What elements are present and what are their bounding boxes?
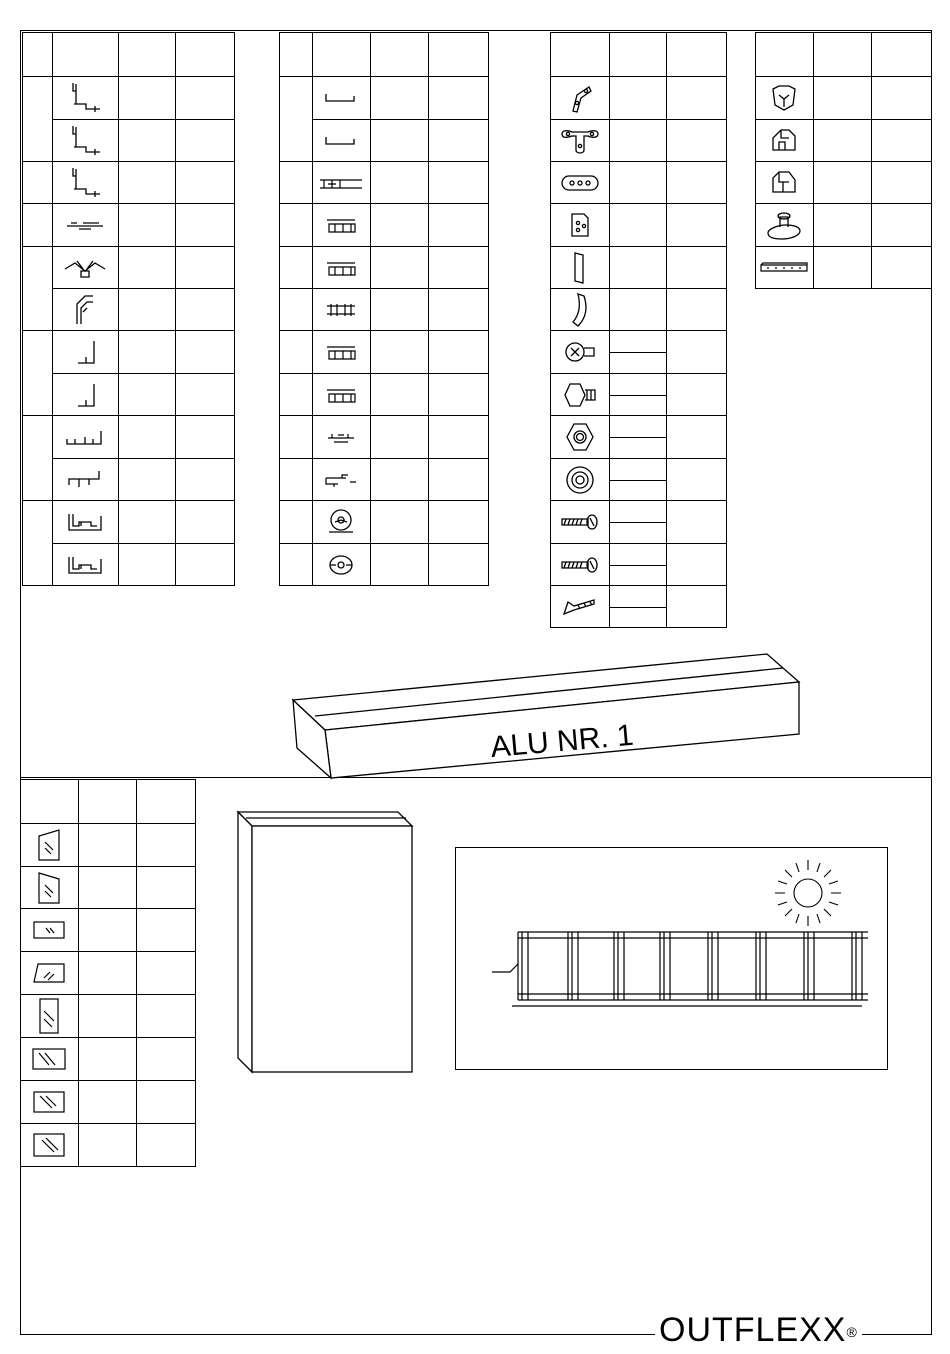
rail-profile-icon [52,204,118,247]
glass-pane-icon [21,867,79,909]
rafter-profile-icon [312,374,370,416]
flat-profile-icon [312,120,370,162]
angle-profile-icon [52,374,118,416]
sealing-strip-icon [756,247,814,289]
glass-pane-icon [21,952,79,995]
roof-profile-icon [312,162,370,204]
parts-table-caps [755,32,932,289]
end-cap-icon [756,162,814,204]
profile-box-label: ALU NR. 1 [489,718,635,765]
rafter-profile-icon [312,289,370,331]
frame-profile-icon [52,162,118,204]
frame-profile-icon [52,77,118,120]
polycarbonate-sheet-icon [456,848,889,1071]
parts-table-glass [20,779,196,1167]
angle-profile-icon [52,331,118,374]
foot-bracket-icon [756,204,814,247]
t-connector-icon [551,120,610,162]
rafter-profile-icon [312,331,370,374]
parts-table-profiles-1 [22,32,235,586]
curved-strip-icon [551,289,610,331]
gutter-bracket-icon [52,247,118,289]
lock-nut-icon [551,459,610,501]
gutter-profile-icon [52,544,118,586]
glass-pane-icon [21,1081,79,1124]
end-cap-icon [756,120,814,162]
hex-nut-icon [551,416,610,459]
glass-box-icon [236,810,416,1075]
glass-pane-icon [21,1124,79,1167]
end-cap-icon [756,77,814,120]
gutter-profile-icon [52,501,118,544]
sun-icon [775,860,841,926]
round-screw-icon [551,544,610,586]
round-profile-icon [312,544,370,586]
brand-logo: OUTFLEXX® [655,1310,862,1350]
clip-profile-icon [312,416,370,459]
angle-bracket-icon [551,77,610,120]
frame-profile-icon [52,120,118,162]
screw-head-icon [551,331,610,374]
glass-pane-icon [21,995,79,1038]
glass-pane-icon [21,1038,79,1081]
polycarbonate-info-panel [455,847,888,1070]
parts-table-hardware [550,32,727,628]
corner-profile-icon [52,289,118,331]
hex-bolt-icon [551,374,610,416]
strip-icon [551,247,610,289]
rafter-profile-icon [312,247,370,289]
glass-pane-icon [21,824,79,867]
clip-profile-icon [312,459,370,501]
profile-box-illustration [285,648,805,783]
round-screw-icon [551,501,610,544]
flat-profile-icon [312,77,370,120]
countersunk-screw-icon [551,586,610,628]
glass-pane-icon [21,909,79,952]
rafter-profile-icon [312,204,370,247]
three-hole-plate-icon [551,162,610,204]
mounting-plate-icon [551,204,610,247]
round-profile-icon [312,501,370,544]
t-profile-icon [52,459,118,501]
parts-table-profiles-2 [279,32,489,586]
u-channel-icon [52,416,118,459]
